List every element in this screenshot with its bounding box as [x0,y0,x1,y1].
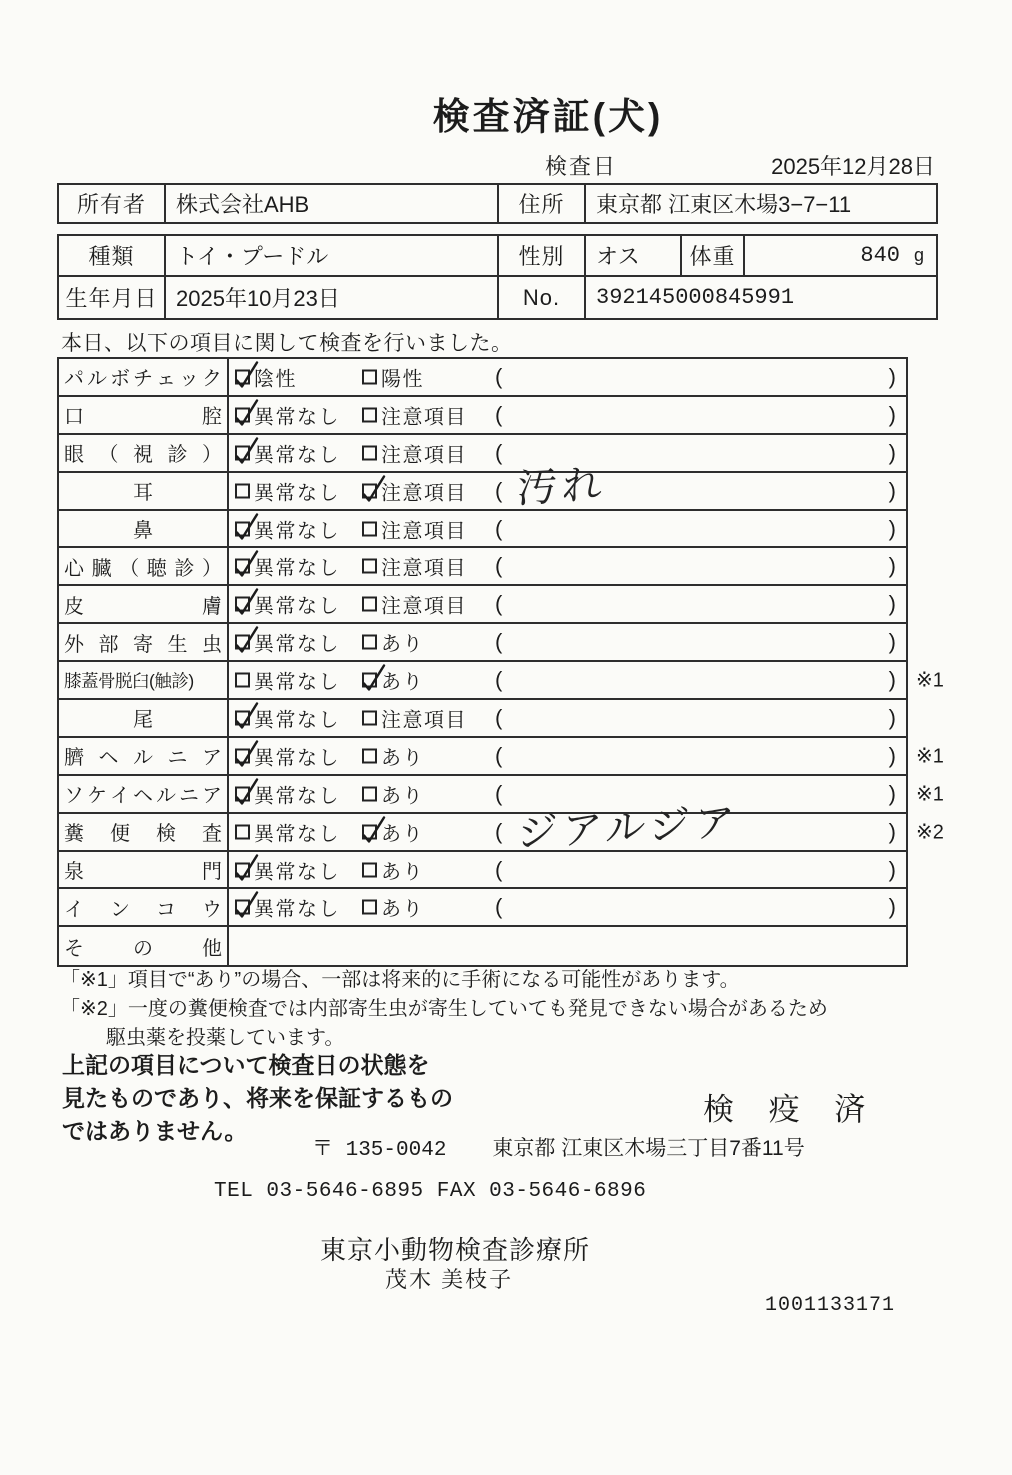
sex-label: 性別 [499,236,586,277]
checklist-options [229,548,906,584]
checklist-item-label: 尾 [59,700,229,736]
checklist-item-label: ソ ケ イ ヘ ル ニ ア [59,776,229,812]
paren-close: ) [888,667,896,693]
checklist-row [59,852,906,890]
checklist-row [59,662,944,700]
option2 [362,476,467,505]
option1-label: 異常なし [254,633,340,656]
checklist-item-label: 膝蓋骨脱臼(触診) [59,662,229,698]
option2 [362,855,424,884]
paren-close: ) [888,515,896,541]
footnote-1: 「※1」項目で“あり”の場合、一部は将来的に手術になる可能性があります。 [60,969,740,991]
option1-checkbox [235,445,250,460]
paren-close: ) [888,363,896,389]
disclaimer-line-1: 上記の項目について検査日の状態を [62,1052,430,1078]
checklist-row [59,511,906,549]
footnote-2-cont: 駆虫薬を投薬しています。 [106,1027,345,1049]
option1-label: 異常なし [254,709,340,732]
option2-checkbox [362,445,377,460]
option1 [235,514,340,543]
checkmark-icon [233,508,261,542]
option2-checkbox [362,673,377,688]
address-label: 住所 [499,185,586,222]
option1-label: 異常なし [254,444,340,467]
checklist-options [229,397,906,433]
checklist-options [229,889,906,925]
inspection-date-value: 2025年12月28日 [771,154,935,179]
option1-label: 異常なし [254,898,340,921]
option2 [362,779,424,808]
option1-label: 異常なし [254,785,340,808]
option2 [362,514,467,543]
option2 [362,817,424,846]
checklist-row [59,738,944,776]
clinic-tel-fax: TEL 03-5646-6895 FAX 03-5646-6896 [214,1180,647,1203]
option2-label: 注意項目 [381,557,467,580]
paren-open: ( [495,553,503,579]
checklist-row [59,700,906,738]
checklist-options [229,799,906,856]
paren-open: ( [495,363,503,389]
paren-open: ( [495,894,503,920]
type-value: トイ・プードル [166,236,499,277]
type-label: 種類 [59,236,166,277]
option1-checkbox [235,673,250,688]
option1-label: 異常なし [254,823,340,846]
paren-open: ( [495,401,503,427]
checklist-options [229,462,906,512]
pet-info-table [57,234,938,320]
checklist-options [229,700,906,736]
option1 [235,779,340,808]
option1-label: 異常なし [254,482,340,505]
checklist-row [59,435,906,473]
paren-close: ) [888,856,896,882]
birth-value: 2025年10月23日 [166,277,499,318]
option1 [235,817,340,846]
checklist-item-label: そ の 他 [59,927,229,965]
paren-open: ( [495,629,503,655]
handwritten-finding: ジアルジア [515,799,741,856]
option1-label: 異常なし [254,406,340,429]
paren-close: ) [888,439,896,465]
option2-checkbox [362,824,377,839]
clinic-name: 東京小動物検査診療所 [320,1235,591,1265]
option1 [235,666,340,695]
serial-number: 1001133171 [765,1294,896,1317]
checklist-options [229,624,906,660]
option1 [235,628,340,657]
option2 [362,666,424,695]
option1-checkbox [235,824,250,839]
option1-checkbox [235,862,250,877]
footnote-ref: ※1 [916,669,944,692]
option1-checkbox [235,407,250,422]
paren-close: ) [888,818,896,844]
no-label: No. [499,277,586,318]
option1 [235,703,340,732]
option2-label: 注意項目 [381,709,467,732]
inspection-date-row [57,150,938,180]
checklist-row [59,548,906,586]
option2-label: あり [381,747,424,770]
option2-label: あり [381,823,424,846]
checkmark-icon [233,546,261,580]
option1-label: 異常なし [254,861,340,884]
paren-close: ) [888,629,896,655]
checkmark-icon [360,470,388,504]
option2-label: 注意項目 [381,482,467,505]
checklist-row [59,624,906,662]
checklist-item-label: イ ン コ ウ [59,889,229,925]
paren-open: ( [495,591,503,617]
checklist-item-label: 口 腔 [59,397,229,433]
paren-open: ( [495,515,503,541]
weight-number: 840 [860,243,900,268]
checklist-options [229,586,906,622]
sex-value: オス [586,236,682,277]
option2-checkbox [362,597,377,612]
paren-open: ( [495,667,503,693]
paren-open: ( [495,856,503,882]
checklist-item-label: 心 臓 （ 聴 診 ） [59,548,229,584]
no-value: 392145000845991 [596,285,795,310]
handwritten-finding: 汚れ [515,462,609,512]
checkmark-icon [233,697,261,731]
postal-code: 〒 135-0042 [312,1139,447,1162]
option1 [235,552,340,581]
option2 [362,703,467,732]
option2-label: あり [381,861,424,884]
paren-close: ) [888,591,896,617]
checklist-item-label: 糞 便 検 査 [59,814,229,850]
checklist-row [59,799,944,856]
inspection-date-label: 検査日 [545,154,618,179]
weight-unit: g [913,245,924,265]
footnote-ref: ※1 [916,783,944,806]
option1-checkbox [235,521,250,536]
birth-label: 生年月日 [59,277,166,318]
intro-line: 本日、以下の項目に関して検査を行いました。 [61,332,513,355]
checkmark-icon [233,887,261,921]
checklist-options [229,359,906,395]
option1 [235,400,340,429]
option2-label: あり [381,898,424,921]
address-value: 東京都 江東区木場3−7−11 [596,192,852,217]
checklist-item-label: 皮 膚 [59,586,229,622]
paren-close: ) [888,742,896,768]
footnote-ref: ※2 [916,821,944,844]
checklist-row [59,359,906,397]
option2-label: 注意項目 [381,595,467,618]
option1 [235,476,340,505]
paren-close: ) [888,401,896,427]
checklist-item-label: 外 部 寄 生 虫 [59,624,229,660]
paren-open: ( [495,704,503,730]
option1-label: 異常なし [254,595,340,618]
veterinarian-name: 茂木 美枝子 [385,1267,514,1292]
paren-close: ) [888,477,896,503]
option1-label: 異常なし [254,520,340,542]
checklist-row [59,397,906,435]
checklist-row [59,889,906,927]
checklist-row [59,927,906,965]
option2 [362,628,424,657]
certificate-title: 検査済証(犬) [432,96,664,137]
checkmark-icon [233,356,261,390]
option1-checkbox [235,748,250,763]
option1-checkbox [235,559,250,574]
option2-label: 陽性 [381,368,424,391]
option2-checkbox [362,862,377,877]
option1 [235,855,340,884]
option2-label: 注意項目 [381,520,467,542]
option2-checkbox [362,407,377,422]
option1-checkbox [235,635,250,650]
paren-close: ) [888,704,896,730]
owner-value: 株式会社AHB [166,185,499,222]
option2-checkbox [362,748,377,763]
paren-open: ( [495,477,503,503]
checkmark-icon [233,735,261,769]
option1-label: 異常なし [254,557,340,580]
checklist-item-label: 眼 （ 視 診 ） [59,435,229,471]
paren-open: ( [495,818,503,844]
option2-label: あり [381,785,424,808]
checklist-item-label: 耳 [59,473,229,509]
checkmark-icon [360,660,388,694]
checkmark-icon [233,584,261,618]
option2-checkbox [362,369,377,384]
clinic-postal-line [312,1132,805,1162]
checklist-options [229,511,906,547]
checkmark-icon [233,394,261,428]
checklist-row [59,586,906,624]
option1-label: 陰性 [254,368,297,391]
paren-open: ( [495,439,503,465]
option1-checkbox [235,900,250,915]
option1 [235,438,340,467]
option2-label: 注意項目 [381,444,467,467]
checklist-item-label: 臍 ヘ ル ニ ア [59,738,229,774]
option1 [235,741,340,770]
option2-checkbox [362,559,377,574]
option1-checkbox [235,483,250,498]
footnote-2: 「※2」一度の糞便検査では内部寄生虫が寄生していても発見できない場合があるため [60,998,828,1020]
option2 [362,438,467,467]
option2-checkbox [362,900,377,915]
checklist-options [229,927,906,965]
option1-checkbox [235,710,250,725]
quarantine-stamp: 検 疫 済 [703,1092,879,1127]
option2-checkbox [362,635,377,650]
option1 [235,362,297,391]
weight-label: 体重 [682,236,745,277]
checklist-item-label: 鼻 [59,511,229,547]
option2 [362,590,467,619]
checkmark-icon [360,811,388,845]
option1 [235,590,340,619]
footnote-ref: ※1 [916,745,944,768]
owner-label: 所有者 [59,185,166,222]
disclaimer-line-2: 見たものであり、将来を保証するもの [62,1085,453,1111]
checklist-item-label: 泉 門 [59,852,229,888]
paren-open: ( [495,780,503,806]
option1-label: 異常なし [254,747,340,770]
checklist-options [229,738,906,774]
footnotes [60,966,828,1053]
option1-label: 異常なし [254,671,340,694]
clinic-address: 東京都 江東区木場三丁目7番11号 [492,1137,805,1160]
checklist-options [229,662,906,698]
option2 [362,400,467,429]
option2-checkbox [362,710,377,725]
option2-label: あり [381,671,424,694]
option2-label: あり [381,633,424,656]
checklist-row [59,776,944,814]
checklist-table [57,357,944,967]
checklist-item-label: パ ル ボ チ ェ ッ ク [59,359,229,395]
option2-checkbox [362,786,377,801]
option2 [362,741,424,770]
paren-close: ) [888,780,896,806]
checkmark-icon [233,849,261,883]
option2-label: 注意項目 [381,406,467,429]
disclaimer-line-3: ではありません。 [62,1118,248,1144]
option2 [362,552,467,581]
checkmark-icon [233,773,261,807]
checkmark-icon [233,622,261,656]
option1 [235,893,340,922]
option2-checkbox [362,521,377,536]
checklist-row [59,462,906,512]
option2 [362,362,424,391]
option1-checkbox [235,786,250,801]
paren-close: ) [888,553,896,579]
option2 [362,893,424,922]
paren-open: ( [495,742,503,768]
paren-close: ) [888,894,896,920]
checkmark-icon [233,432,261,466]
option1-checkbox [235,597,250,612]
owner-table [57,183,938,224]
option2-checkbox [362,483,377,498]
weight-value [745,236,936,277]
option1-checkbox [235,369,250,384]
